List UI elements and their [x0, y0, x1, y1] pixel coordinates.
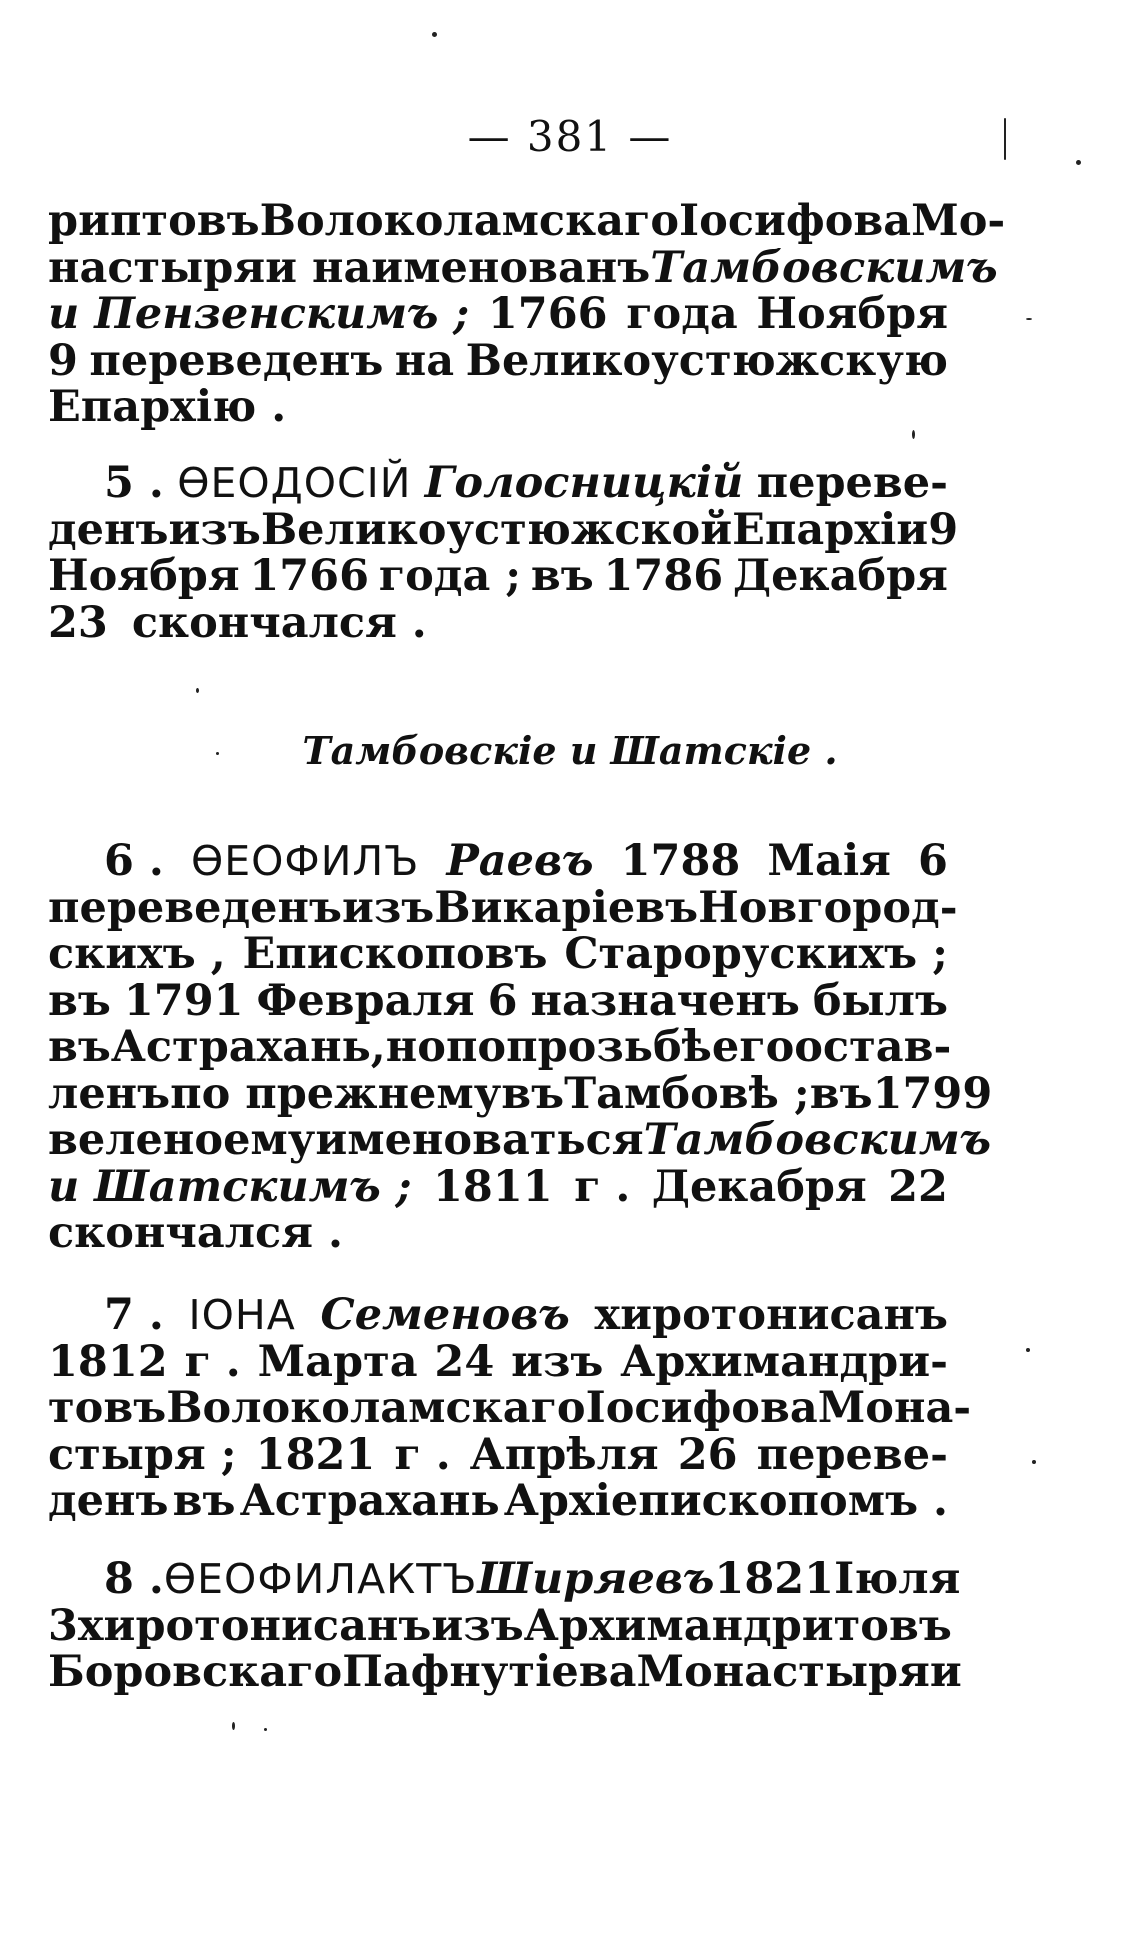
text-line: 9 переведенъ на Великоустюжскую	[48, 335, 948, 386]
text-line: и Пензенскимъ ; 1766 года Ноября	[48, 289, 948, 339]
ink-speck	[232, 1722, 235, 1730]
entry-heading-line: 8 . ѲЕОФИЛАКТЪ Ширяевъ 1821 Іюля	[104, 1554, 961, 1604]
ink-speck	[1026, 318, 1032, 320]
entry-heading-line: 6 . ѲЕОФИЛЪ Раевъ 1788 Маія 6	[104, 836, 948, 886]
text-line: денъ изъ Великоустюжской Епархіи 9	[48, 504, 959, 555]
text-line: 3 хиротонисанъ изъ Архимандритовъ	[48, 1600, 952, 1651]
text-line: риптовъ Волоколамскаго Іосифова Мо-	[48, 196, 1006, 246]
text-line: ленъ по прежнему въ Тамбовѣ ; въ 1799	[48, 1068, 993, 1119]
entry-8	[48, 1554, 962, 1697]
entry-name: ѲЕОФИЛАКТЪ	[163, 1555, 478, 1603]
text-line: стыря ; 1821 г . Апрѣля 26 переве-	[48, 1429, 948, 1480]
entry-surname: Семеновъ	[320, 1290, 570, 1340]
text-line: скихъ , Епископовъ Старорускихъ ;	[48, 929, 948, 979]
entry-surname: Раевъ	[446, 836, 594, 886]
page-number-header: — 381 —	[467, 112, 673, 161]
entry-number: 5 .	[104, 458, 164, 508]
entry-heading-line: 7 . ІОНА Семеновъ хиротонисанъ	[104, 1290, 948, 1340]
continuation-paragraph	[48, 196, 1006, 432]
entry-name: ІОНА	[188, 1291, 296, 1339]
text-line: Ноября 1766 года ; въ 1786 Декабря	[48, 551, 948, 601]
ink-speck	[216, 752, 219, 755]
text-line: товъ Волоколамскаго Іосифова Мона-	[48, 1383, 972, 1433]
entry-name: ѲЕОДОСІЙ	[177, 459, 412, 507]
entry-number: 6 .	[104, 836, 164, 886]
entry-6	[48, 836, 993, 1258]
entry-name: ѲЕОФИЛЪ	[190, 837, 420, 885]
text-line: денъ въ Астрахань Архіепископомъ .	[48, 1476, 948, 1526]
ink-speck	[196, 688, 199, 693]
text-line: скончался .	[48, 1208, 343, 1258]
entry-surname: Ширяевъ	[477, 1554, 715, 1604]
entry-5	[48, 458, 959, 648]
entry-heading-line: 5 . ѲЕОДОСІЙ Голосницкій переве-	[104, 458, 948, 508]
text-line: велено ему именоваться Тамбовскимъ	[48, 1115, 992, 1165]
text-line: настыря и наименованъ Тамбовскимъ	[48, 242, 998, 293]
entry-7	[48, 1290, 972, 1526]
entry-number: 8 .	[104, 1554, 164, 1604]
ink-speck	[1026, 1348, 1030, 1352]
text-line: и Шатскимъ ; 1811 г . Декабря 22	[48, 1161, 948, 1212]
entry-surname: Голосницкій	[424, 458, 744, 508]
ink-speck	[432, 32, 437, 37]
ink-speck	[912, 430, 915, 439]
text-line: переведенъ изъ Викаріевъ Новгород-	[48, 882, 958, 933]
text-line: Епархію .	[48, 382, 287, 432]
text-line: 23 скончался .	[48, 597, 427, 648]
text-line: Боровскаго Пафнутіева Монастыря и	[48, 1647, 962, 1697]
ink-speck	[1076, 160, 1081, 165]
text-line: въ 1791 Февраля 6 назначенъ былъ	[48, 975, 948, 1026]
entry-number: 7 .	[104, 1290, 164, 1340]
text-line: въ Астрахань, но по прозьбѣ его остав-	[48, 1022, 952, 1072]
ink-speck	[1032, 1460, 1036, 1464]
section-subheading: Тамбовскіе и Шатскіе .	[302, 728, 838, 773]
text-line: 1812 г . Марта 24 изъ Архимандри-	[48, 1336, 948, 1387]
ink-speck	[264, 1728, 267, 1731]
ink-speck	[1004, 118, 1006, 160]
